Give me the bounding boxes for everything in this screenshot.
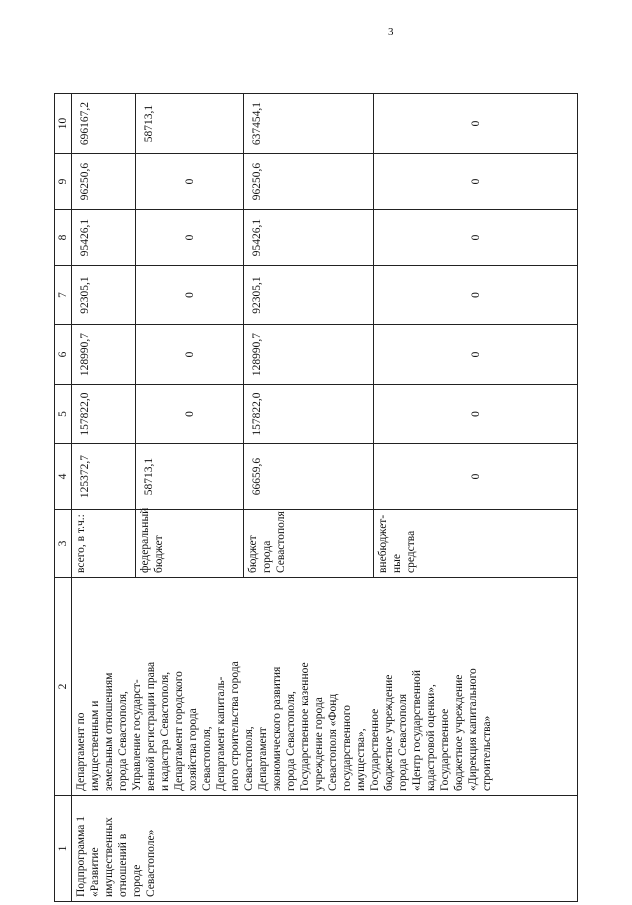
- column-header: 5: [55, 385, 72, 444]
- responsible-cell: [72, 578, 578, 796]
- value-cell: 0: [374, 94, 578, 154]
- value-cell: 0: [374, 325, 578, 385]
- program-line: имущественных: [103, 817, 116, 897]
- responsible-line: Управление государст-: [131, 679, 144, 791]
- responsible-line: имущественным и: [89, 700, 102, 791]
- value-cell: 95426,1: [72, 210, 136, 266]
- value-cell: 0: [374, 385, 578, 444]
- responsible-line: земельным отношениям: [103, 672, 116, 791]
- responsible-line: строительства»: [481, 715, 494, 791]
- responsible-line: ного строительства города: [229, 661, 242, 791]
- value-cell: 0: [136, 154, 244, 210]
- responsible-line: города Севастополя: [397, 694, 410, 791]
- responsible-line: Государственное: [439, 708, 452, 791]
- page-number: 3: [388, 26, 394, 38]
- responsible-line: бюджетное учреждение: [383, 674, 396, 791]
- column-header: 4: [55, 444, 72, 510]
- value-cell: 0: [136, 385, 244, 444]
- program-line: отношений в городе: [117, 833, 144, 897]
- column-header: 9: [55, 154, 72, 210]
- responsible-line: «Центр государственной: [411, 669, 424, 791]
- value-cell: 95426,1: [244, 210, 374, 266]
- value-cell: 92305,1: [72, 266, 136, 325]
- source-cell: федеральный бюджет: [136, 510, 244, 578]
- column-header: 2: [55, 578, 72, 796]
- responsible-line: города Севастополя,: [117, 691, 130, 791]
- responsible-line: государственного: [341, 705, 354, 791]
- value-cell: 0: [374, 444, 578, 510]
- value-cell: 128990,7: [244, 325, 374, 385]
- responsible-line: хозяйства города: [187, 708, 200, 791]
- funding-table: [54, 93, 578, 902]
- column-header: 8: [55, 210, 72, 266]
- value-cell: 96250,6: [244, 154, 374, 210]
- table-row: [72, 94, 136, 902]
- program-line: Подпрограмма 1: [75, 815, 88, 897]
- program-cell: [72, 796, 578, 902]
- value-cell: 0: [374, 210, 578, 266]
- responsible-line: кадастровой оценки»,: [425, 684, 438, 791]
- value-cell: 92305,1: [244, 266, 374, 325]
- responsible-line: города Севастополя,: [285, 691, 298, 791]
- source-cell: бюджет города Севастополя: [244, 510, 374, 578]
- value-cell: 66659,6: [244, 444, 374, 510]
- column-header: 6: [55, 325, 72, 385]
- value-cell: 0: [136, 266, 244, 325]
- responsible-line: учреждение города: [313, 697, 326, 791]
- responsible-line: бюджетное учреждение: [453, 674, 466, 791]
- value-cell: 0: [136, 210, 244, 266]
- value-cell: 0: [374, 154, 578, 210]
- responsible-line: Департамент по: [75, 712, 88, 791]
- responsible-line: «Дирекция капитального: [467, 668, 480, 791]
- responsible-line: экономического развития: [271, 666, 284, 791]
- program-line: Севастополе»: [145, 829, 158, 897]
- funding-table-container: [54, 94, 578, 902]
- value-cell: 696167,2: [72, 94, 136, 154]
- responsible-line: Департамент: [257, 727, 270, 791]
- column-header: 3: [55, 510, 72, 578]
- value-cell: 96250,6: [72, 154, 136, 210]
- responsible-line: и кадастра Севастополя,: [159, 671, 172, 791]
- responsible-line: Департамент капиталь-: [215, 676, 228, 791]
- responsible-line: имущества»,: [355, 728, 368, 791]
- program-line: «Развитие: [89, 847, 102, 897]
- responsible-line: Севастополя «Фонд: [327, 693, 340, 791]
- value-cell: 637454,1: [244, 94, 374, 154]
- responsible-line: Государственное: [369, 708, 382, 791]
- column-header: 10: [55, 94, 72, 154]
- responsible-line: Государственное казенное: [299, 662, 312, 791]
- value-cell: 157822,0: [72, 385, 136, 444]
- value-cell: 0: [374, 266, 578, 325]
- responsible-line: Севастополя,: [243, 726, 256, 791]
- responsible-line: Севастополя,: [201, 726, 214, 791]
- column-header: 7: [55, 266, 72, 325]
- value-cell: 58713,1: [136, 94, 244, 154]
- source-cell: всего, в т.ч.:: [72, 510, 136, 578]
- responsible-line: венной регистрации права: [145, 661, 158, 791]
- value-cell: 128990,7: [72, 325, 136, 385]
- value-cell: 157822,0: [244, 385, 374, 444]
- value-cell: 0: [136, 325, 244, 385]
- value-cell: 125372,7: [72, 444, 136, 510]
- column-header: 1: [55, 796, 72, 902]
- header-row: [55, 94, 72, 902]
- source-cell: внебюджет-ные средства: [374, 510, 578, 578]
- responsible-line: Департамент городского: [173, 671, 186, 791]
- value-cell: 58713,1: [136, 444, 244, 510]
